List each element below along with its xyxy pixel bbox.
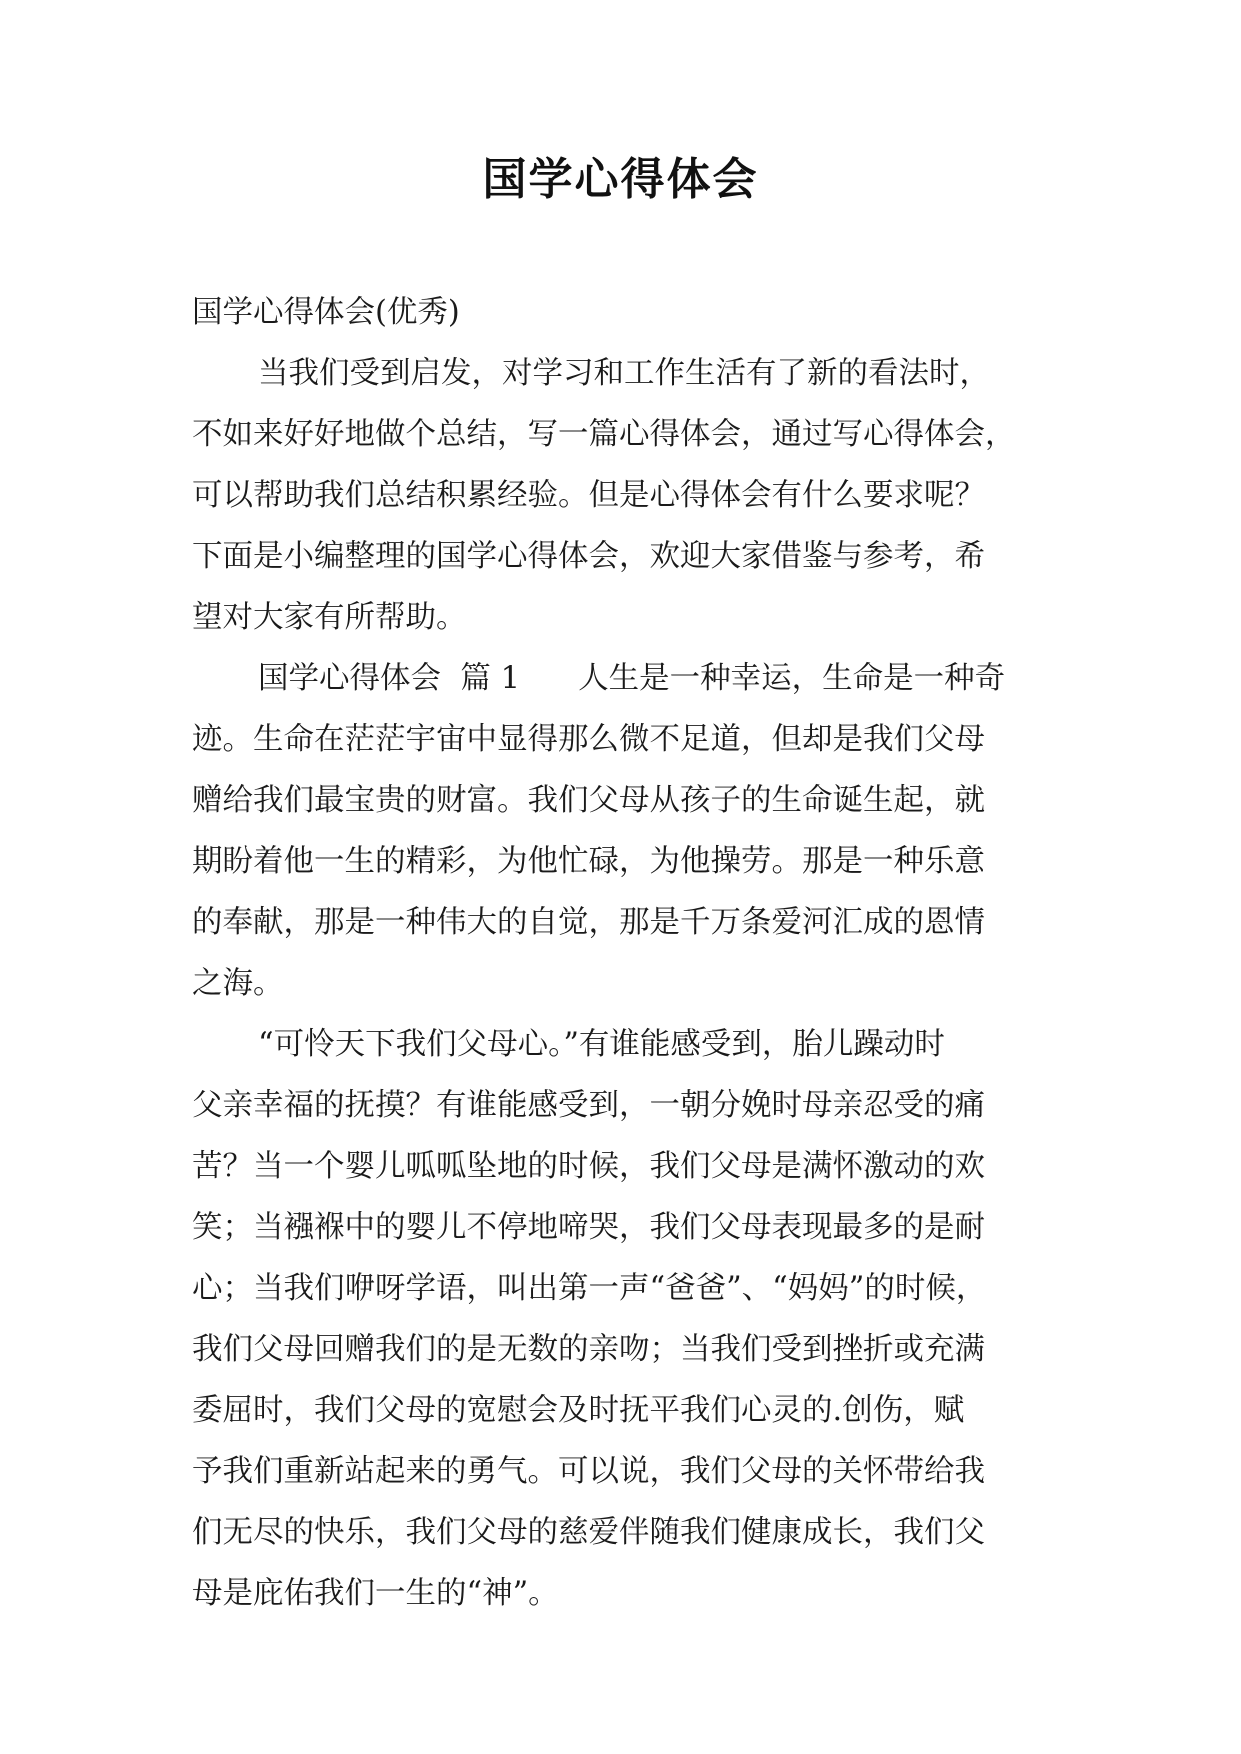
paragraph-line: 望对大家有所帮助。 bbox=[192, 600, 467, 635]
document-subtitle: 国学心得体会(优秀) bbox=[192, 295, 460, 330]
paragraph-line: 的奉献，那是一种伟大的自觉，那是千万条爱河汇成的恩情 bbox=[192, 905, 985, 940]
paragraph-line: 可以帮助我们总结积累经验。但是心得体会有什么要求呢？ bbox=[192, 478, 985, 513]
paragraph-line: 之海。 bbox=[192, 966, 284, 1001]
paragraph-line: 下面是小编整理的国学心得体会，欢迎大家借鉴与参考，希 bbox=[192, 539, 985, 574]
paragraph-line: 赠给我们最宝贵的财富。我们父母从孩子的生命诞生起，就 bbox=[192, 783, 985, 818]
paragraph-line: 们无尽的快乐，我们父母的慈爱伴随我们健康成长，我们父 bbox=[192, 1515, 985, 1550]
paragraph-line: 迹。生命在茫茫宇宙中显得那么微不足道，但却是我们父母 bbox=[192, 722, 985, 757]
paragraph-3 bbox=[192, 1014, 1050, 1624]
document-body bbox=[192, 282, 1050, 1624]
paragraph-line: 心；当我们咿呀学语，叫出第一声“爸爸”、“妈妈”的时候， bbox=[192, 1271, 987, 1306]
paragraph-1 bbox=[192, 343, 1050, 648]
paragraph-line: 不如来好好地做个总结，写一篇心得体会，通过写心得体会， bbox=[192, 417, 1016, 452]
paragraph-line: 国学心得体会 篇 1 人生是一种幸运，生命是一种奇 bbox=[258, 661, 1006, 696]
paragraph-line: 母是庇佑我们一生的“神”。 bbox=[192, 1576, 559, 1611]
document-title: 国学心得体会 bbox=[482, 154, 759, 205]
paragraph-line: 当我们受到启发，对学习和工作生活有了新的看法时， bbox=[258, 356, 990, 391]
paragraph-line: 苦？当一个婴儿呱呱坠地的时候，我们父母是满怀激动的欢 bbox=[192, 1149, 985, 1184]
paragraph-line: 予我们重新站起来的勇气。可以说，我们父母的关怀带给我 bbox=[192, 1454, 985, 1489]
paragraph-line: 父亲幸福的抚摸？有谁能感受到，一朝分娩时母亲忍受的痛 bbox=[192, 1088, 985, 1123]
paragraph-line: “可怜天下我们父母心。”有谁能感受到，胎儿躁动时 bbox=[258, 1027, 945, 1062]
paragraph-line: 委屈时，我们父母的宽慰会及时抚平我们心灵的.创伤，赋 bbox=[192, 1393, 965, 1428]
paragraph-line: 期盼着他一生的精彩，为他忙碌，为他操劳。那是一种乐意 bbox=[192, 844, 985, 879]
paragraph-line: 笑；当襁褓中的婴儿不停地啼哭，我们父母表现最多的是耐 bbox=[192, 1210, 985, 1245]
paragraph-2 bbox=[192, 648, 1050, 1014]
paragraph-line: 我们父母回赠我们的是无数的亲吻；当我们受到挫折或充满 bbox=[192, 1332, 985, 1367]
